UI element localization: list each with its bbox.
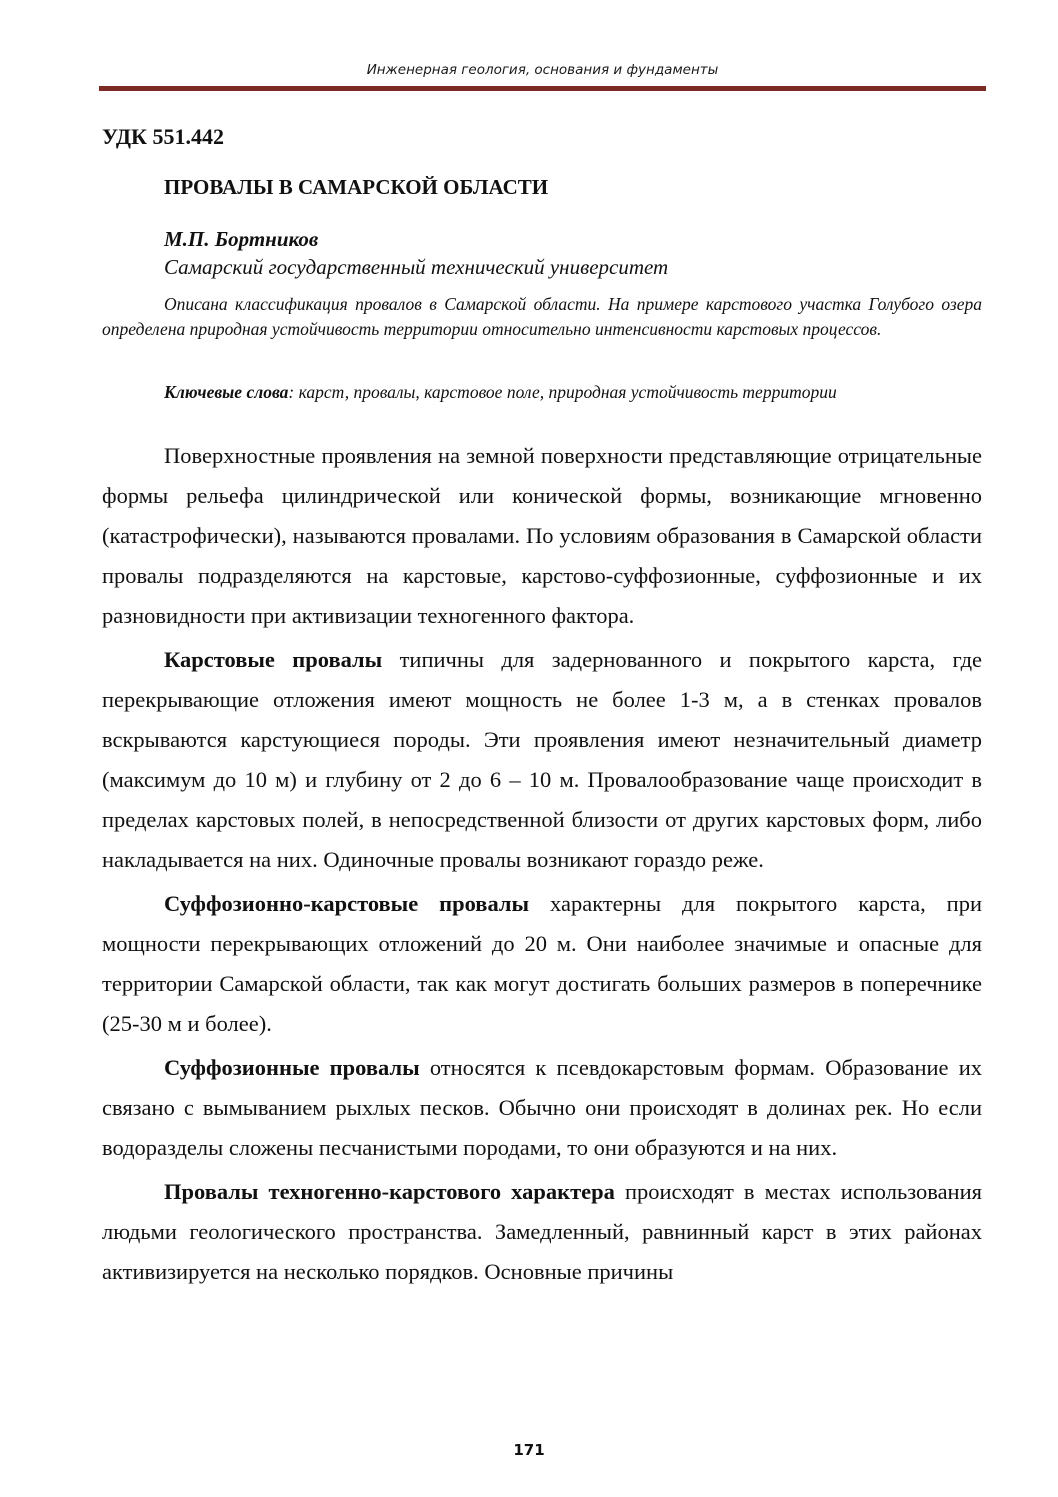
abstract: Описана классификация провалов в Самарской области. На примере карстового участка Голубого озера определена природная устойчивость территории относительно интенсивности карстовых процессов. bbox=[102, 294, 982, 339]
keywords-list: : карст, провалы, карстовое поле, природная устойчивость территории bbox=[288, 382, 837, 402]
udc-code: УДК 551.442 bbox=[102, 124, 225, 149]
body-paragraph-2 bbox=[102, 640, 982, 880]
keywords-label: Ключевые слова bbox=[164, 382, 289, 402]
term-technogenic-karst-sinkholes: Провалы техногенно-карстового характера bbox=[164, 1179, 615, 1204]
page-number: 171 bbox=[513, 1441, 545, 1459]
body-paragraph-3-text: характерны для покрытого карста, при мощности перекрывающих отложений до 20 м. Они наиболее значимые и опасные для территории Самарской области, так как могут достигать больших размеров в поперечнике (25-30 м и более). bbox=[102, 891, 982, 1036]
body-paragraph-5-text: происходят в местах использования людьми геологического пространства. Замедленный, равнинный карст в этих районах активизируется на несколько порядков. Основные причины bbox=[102, 1179, 982, 1284]
author-affiliation: Самарский государственный технический университет bbox=[164, 255, 669, 279]
body-paragraph-3 bbox=[102, 884, 982, 1044]
running-header: Инженерная геология, основания и фундаменты bbox=[366, 62, 719, 78]
body-paragraph-2-text: типичны для задернованного и покрытого карста, где перекрывающие отложения имеют мощность не более 1-3 м, а в стенках провалов вскрываются карстующиеся породы. Эти проявления имеют незначительный диаметр (максимум до 10 м) и глубину от 2 до 6 – 10 м. Провалообразование чаще происходит в пределах карстовых полей, в непосредственной близости от других карстовых форм, либо накладывается на них. Одиночные провалы возникают гораздо реже. bbox=[102, 647, 983, 872]
term-suffosion-sinkholes: Суффозионные провалы bbox=[164, 1055, 420, 1080]
article-body bbox=[102, 436, 982, 1296]
term-karst-sinkholes: Карстовые провалы bbox=[164, 647, 383, 672]
term-suffosion-karst-sinkholes: Суффозионно-карстовые провалы bbox=[164, 891, 530, 916]
article-title: ПРОВАЛЫ В САМАРСКОЙ ОБЛАСТИ bbox=[164, 175, 549, 199]
body-paragraph-1: Поверхностные проявления на земной поверхности представляющие отрицательные формы рельефа цилиндрической или конической формы, возникающие мгновенно (катастрофически), называются провалами. По условиям образования в Самарской области провалы подразделяются на карстовые, карстово-суффозионные, суффозионные и их разновидности при активизации техногенного фактора. bbox=[102, 443, 982, 628]
keywords bbox=[102, 380, 982, 405]
body-paragraph-4 bbox=[102, 1048, 982, 1168]
body-paragraph-4-text: относятся к псевдокарстовым формам. Образование их связано с вымыванием рыхлых песков. Обычно они происходят в долинах рек. Но если водоразделы сложены песчанистыми породами, то они образуются и на них. bbox=[102, 1055, 982, 1160]
header-rule bbox=[99, 86, 986, 91]
author-name: М.П. Бортников bbox=[164, 227, 319, 251]
body-paragraph-5 bbox=[102, 1172, 982, 1292]
